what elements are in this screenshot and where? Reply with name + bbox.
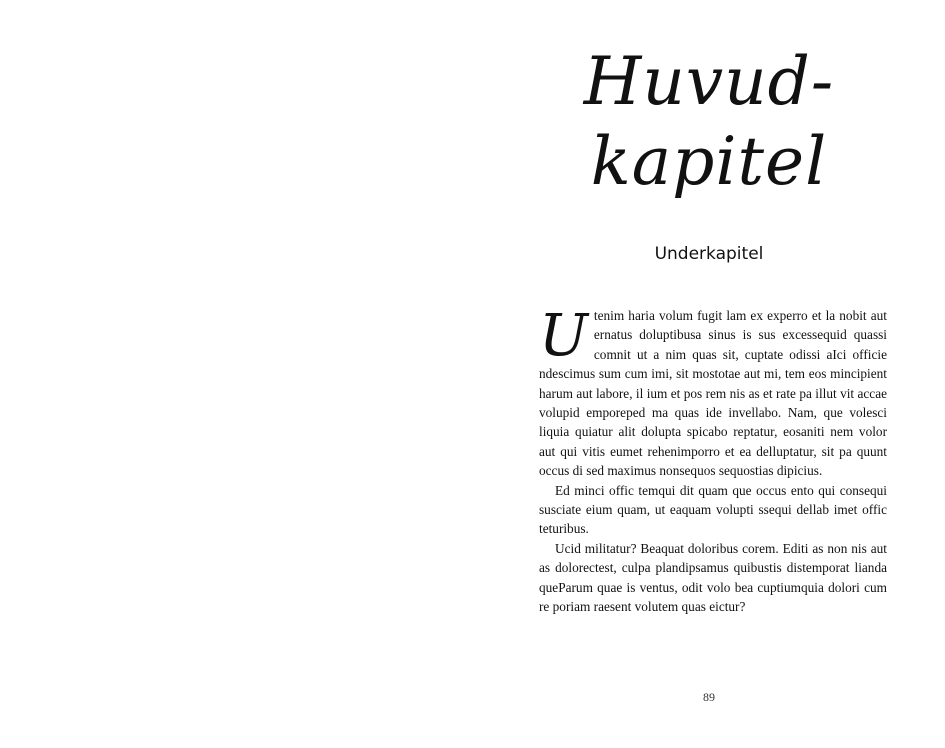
paragraph-3: Ucid militatur? Beaquat doloribus corem. Editi as non nis aut as dolorectest, culpa plandipsamus quibustis distemporat lianda queParum quae is ventus, odit volo bea cuptiumquia dolori cum re poriam raesent volutem quas eictur?: [539, 540, 887, 615]
section-subtitle: Underkapitel: [654, 244, 764, 264]
drop-cap: U: [539, 301, 588, 369]
chapter-title-line-1: Huvud-: [583, 43, 835, 120]
paragraph-2: Ed minci offic temqui dit quam que occus ento qui consequi susciate eium quam, ut eaquam volupti ssequi dellab imet offic teturibus.: [539, 482, 887, 537]
left-page: [0, 0, 472, 748]
page-number: 89: [703, 690, 715, 704]
chapter-title: [473, 42, 945, 202]
right-page: [473, 0, 945, 748]
body-text: [539, 301, 887, 617]
paragraph-1: [539, 301, 887, 481]
chapter-title-line-2: kapitel: [590, 123, 828, 200]
paragraph-1-text: tenim haria volum fugit lam ex experro et la nobit aut ernatus doluptibusa sinus is sus excessequid quassi comnit ut a nim quas sit, cuptate odissi aIci officie ndescimus sum cum imi, sit mostotae aut mi, tem eos mincipient harum aut labore, il ium et pos rem nis as et rate pa illut vit accae volupid emporeped ma quas ide invellabo. Nam, que volesci liquia quiatur alit dolupta spicabo reptatur, eosaniti nem volor aut qui vitis eumet rehenimporro et ea delluptatur, sit pa quunt occus di sed maximus nonsequos sequostias dipicius.: [539, 308, 887, 479]
